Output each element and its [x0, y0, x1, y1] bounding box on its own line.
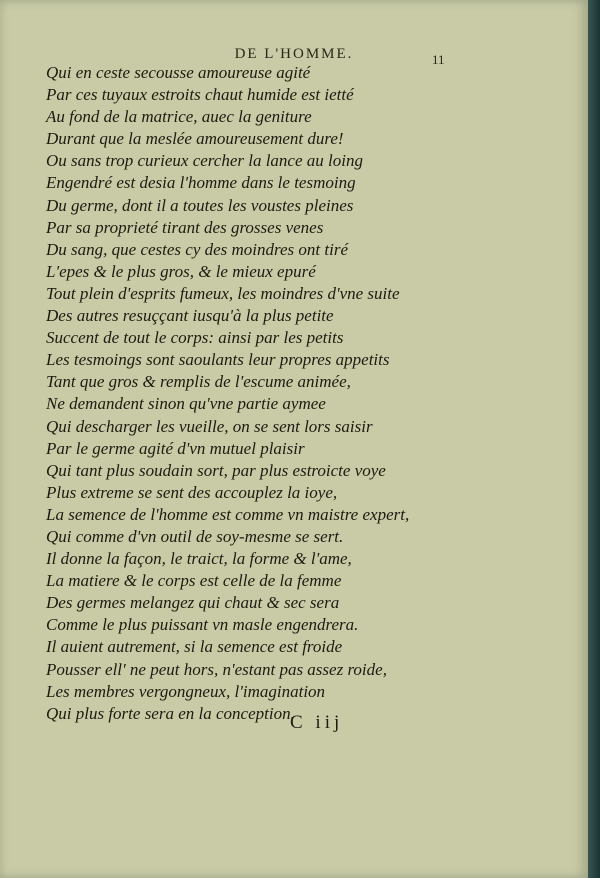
verse-line: Du sang, que cestes cy des moindres ont tiré	[46, 239, 349, 259]
verse-line: Tant que gros & remplis de l'escume animée,	[46, 372, 351, 392]
verse-line: Qui descharger les vueille, on se sent lors saisir	[46, 416, 373, 436]
verse-line: Tout plein d'esprits fumeux, les moindres d'vne suite	[46, 283, 400, 303]
verse-line: Du germe, dont il a toutes les voustes pleines	[46, 195, 354, 215]
verse-line: Pousser ell' ne peut hors, n'estant pas assez roide,	[46, 659, 387, 679]
verse-line: Il donne la façon, le traict, la forme & l'ame,	[46, 549, 352, 569]
verse-line: Au fond de la matrice, auec la geniture	[46, 107, 312, 127]
verse-line: Qui en ceste secousse amoureuse agité	[46, 63, 311, 82]
verse-line: Les tesmoings sont saoulants leur propres appetits	[46, 350, 390, 370]
verse-line: Il auient autrement, si la semence est froide	[46, 637, 343, 657]
verse-line: Engendré est desia l'homme dans le tesmoing	[46, 173, 356, 193]
verse-line: Comme le plus puissant vn masle engendrera.	[46, 615, 359, 635]
verse-line: Qui tant plus soudain sort, par plus estroicte voye	[46, 460, 386, 480]
verse-line: Qui comme d'vn outil de soy-mesme se sert.	[46, 526, 344, 546]
verse-line: Des autres resuççant iusqu'à la plus petite	[46, 306, 334, 326]
verse-line: Par ces tuyaux estroits chaut humide est ietté	[46, 85, 354, 105]
verse-line: Ne demandent sinon qu'vne partie aymee	[46, 394, 326, 414]
verse-line: L'epes & le plus gros, & le mieux epuré	[46, 261, 316, 281]
page-number: 11	[432, 52, 445, 67]
verse-line: Les membres vergongneux, l'imagination	[46, 681, 326, 701]
verse-line: Ou sans trop curieux cercher la lance au loing	[46, 151, 363, 171]
verse-line: Par sa proprieté tirant des grosses venes	[46, 217, 324, 237]
verse-line: Durant que la meslée amoureusement dure!	[46, 129, 344, 149]
verse-line: Qui plus forte sera en la conception.	[46, 703, 295, 723]
verse-line: Des germes melangez qui chaut & sec sera	[46, 593, 340, 613]
verse-line: La semence de l'homme est comme vn maistre expert,	[46, 504, 410, 524]
verse-line: La matiere & le corps est celle de la femme	[46, 571, 342, 591]
page-edge	[588, 0, 600, 878]
verse-line: Succent de tout le corps: ainsi par les petits	[46, 328, 344, 348]
verse-line: Par le germe agité d'vn mutuel plaisir	[46, 438, 305, 458]
running-head: DE L'HOMME.	[234, 46, 354, 62]
verse-text	[46, 62, 409, 725]
signature-mark: C iij	[290, 712, 344, 733]
verse-line: Plus extreme se sent des accouplez la ioye,	[46, 482, 338, 502]
